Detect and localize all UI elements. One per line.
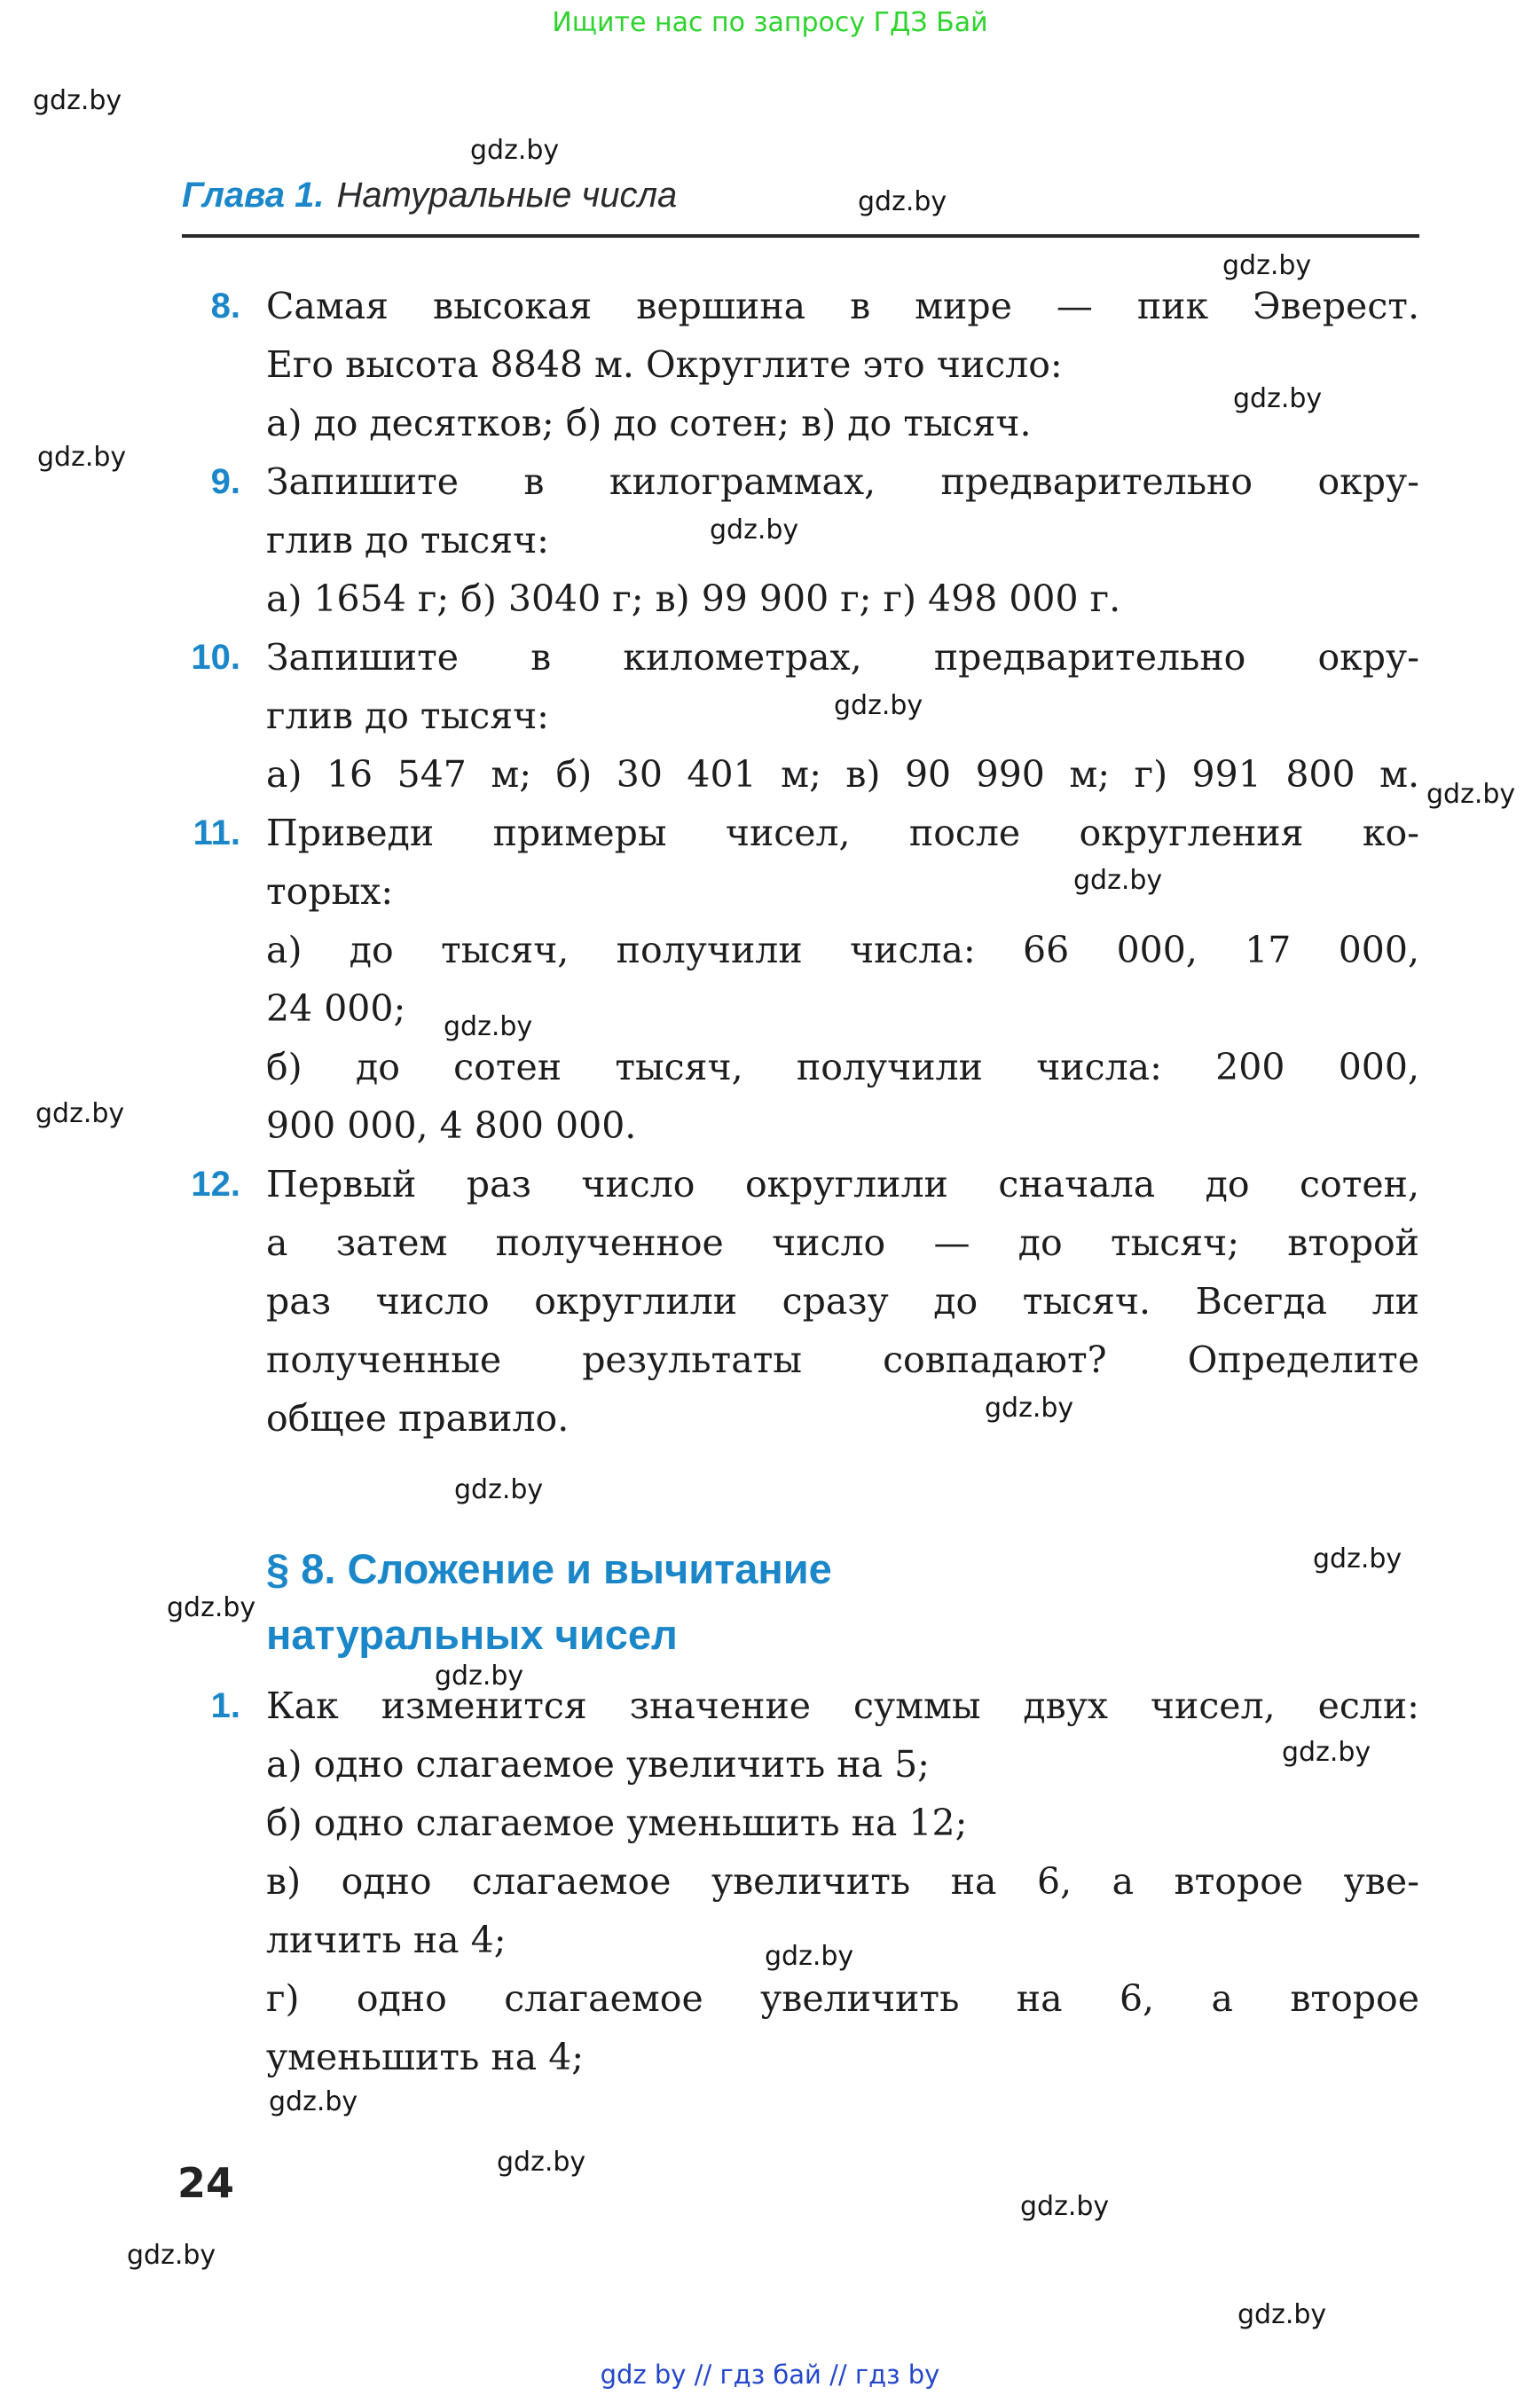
text-line: а) 1654 г; б) 3040 г; в) 99 900 г; г) 498 000 г. <box>266 577 1121 620</box>
text-line: 24 000; <box>266 987 406 1030</box>
chapter-title: Натуральные числа <box>336 176 678 215</box>
text-line: г) одно слагаемое увеличить на 6, а второе <box>266 1977 1419 2020</box>
text-line: Запишите в километрах, предварительно окру- <box>266 636 1419 679</box>
watermark: gdz.by <box>1073 865 1163 896</box>
text-line: уменьшить на 4; <box>266 2036 585 2078</box>
problem-number: 11. <box>192 813 240 852</box>
watermark: gdz.by <box>497 2147 586 2178</box>
text-line: 900 000, 4 800 000. <box>266 1104 637 1147</box>
section-title-line2: натуральных чисел <box>266 1611 678 1658</box>
problem-text <box>266 277 1419 452</box>
text-line: глив до тысяч: <box>266 519 549 561</box>
text-line: б) одно слагаемое уменьшить на 12; <box>266 1802 968 1844</box>
text-line: раз число округлили сразу до тысяч. Всегда ли <box>266 1280 1419 1323</box>
section-header <box>266 1536 1424 1668</box>
watermark: gdz.by <box>35 1098 125 1129</box>
footer-watermark: gdz by // гдз бай // гдз by <box>600 2360 940 2390</box>
text-line: личить на 4; <box>266 1919 507 1961</box>
watermark: gdz.by <box>37 442 127 473</box>
watermark: gdz.by <box>858 186 947 217</box>
watermark: gdz.by <box>454 1474 544 1505</box>
problem-number: 8. <box>210 287 240 326</box>
problem-12 <box>173 1155 1424 1448</box>
text-line: глив до тысяч: <box>266 695 549 737</box>
text-line: а) одно слагаемое увеличить на 5; <box>266 1743 930 1786</box>
problem-8 <box>173 277 1424 452</box>
chapter-header <box>182 176 677 216</box>
watermark: gdz.by <box>710 514 799 546</box>
watermark: gdz.by <box>765 1941 854 1972</box>
text-line: а) до тысяч, получили числа: 66 000, 17 000, <box>266 929 1419 971</box>
problem-11 <box>173 804 1424 1155</box>
top-banner: Ищите нас по запросу ГДЗ Бай <box>552 7 988 38</box>
watermark: gdz.by <box>1282 1737 1371 1768</box>
text-line: Его высота 8848 м. Округлите это число: <box>266 343 1063 386</box>
problem-number: 10. <box>191 638 240 677</box>
text-line: Приведи примеры чисел, после округления ко- <box>266 812 1419 854</box>
text-line: а) 16 547 м; б) 30 401 м; в) 90 990 м; г) 991 800 м. <box>266 753 1419 796</box>
text-line: Как изменится значение суммы двух чисел, если: <box>266 1684 1419 1727</box>
problem-text <box>266 628 1419 804</box>
problem-number: 1. <box>210 1686 240 1725</box>
watermark: gdz.by <box>1233 383 1323 414</box>
problem-text <box>266 452 1419 628</box>
text-line: Самая высокая вершина в мире — пик Эверест. <box>266 285 1419 327</box>
text-line: а) до десятков; б) до сотен; в) до тысяч. <box>266 402 1032 444</box>
text-line: полученные результаты совпадают? Определите <box>266 1339 1419 1381</box>
page-number: 24 <box>177 2159 235 2207</box>
problem-1 <box>173 1677 1424 2086</box>
watermark: gdz.by <box>1222 250 1312 281</box>
watermark: gdz.by <box>985 1393 1074 1424</box>
watermark: gdz.by <box>127 2240 216 2271</box>
section-title-line1: § 8. Сложение и вычитание <box>266 1545 832 1592</box>
watermark: gdz.by <box>1426 779 1516 810</box>
watermark: gdz.by <box>167 1592 256 1623</box>
problem-number: 12. <box>191 1165 240 1204</box>
chapter-label: Глава 1. <box>182 176 325 215</box>
text-line: б) до сотен тысяч, получили числа: 200 000, <box>266 1046 1419 1088</box>
watermark: gdz.by <box>1313 1543 1402 1575</box>
text-line: Запишите в килограммах, предварительно окру- <box>266 460 1419 503</box>
page-content <box>173 277 1424 2086</box>
text-line: торых: <box>266 870 394 913</box>
header-rule <box>182 234 1419 238</box>
text-line: Первый раз число округлили сначала до сотен, <box>266 1163 1419 1205</box>
problem-text <box>266 804 1419 1155</box>
problem-text <box>266 1155 1419 1448</box>
text-line: в) одно слагаемое увеличить на 6, а второе уве- <box>266 1860 1419 1903</box>
watermark: gdz.by <box>470 135 560 166</box>
watermark: gdz.by <box>435 1661 524 1692</box>
watermark: gdz.by <box>269 2086 358 2117</box>
problem-10 <box>173 628 1424 804</box>
watermark: gdz.by <box>444 1011 533 1042</box>
watermark: gdz.by <box>1020 2191 1110 2222</box>
watermark: gdz.by <box>1238 2299 1327 2330</box>
watermark: gdz.by <box>33 85 122 116</box>
text-line: общее правило. <box>266 1397 570 1440</box>
problem-9 <box>173 452 1424 628</box>
text-line: а затем полученное число — до тысяч; второй <box>266 1221 1419 1264</box>
problem-number: 9. <box>210 462 240 501</box>
watermark: gdz.by <box>834 690 923 721</box>
problem-text <box>266 1677 1419 2086</box>
